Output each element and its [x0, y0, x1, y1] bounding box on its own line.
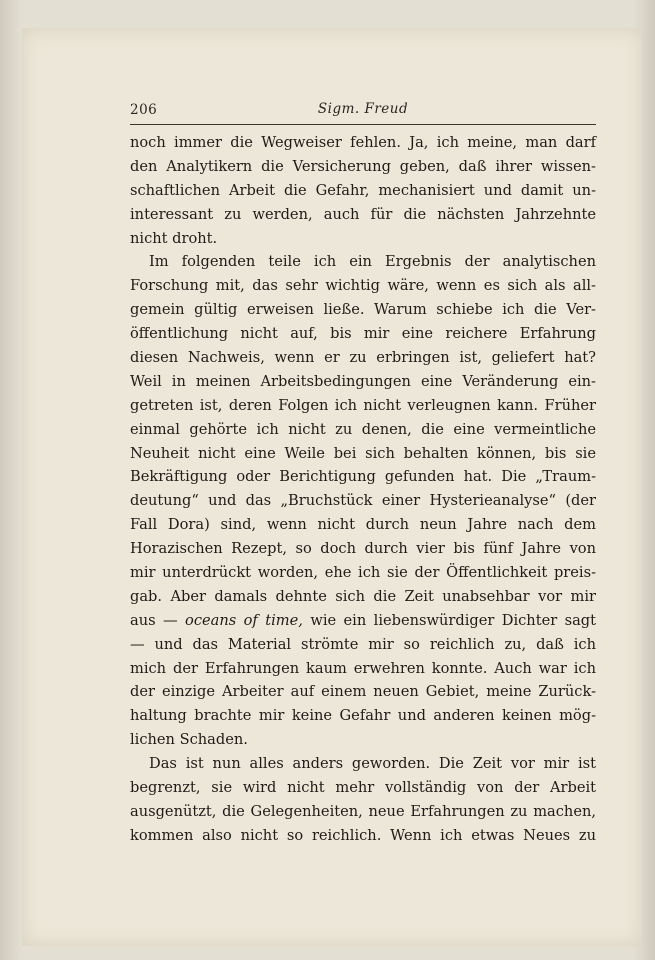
text-line: öffentlichung nicht auf, bis mir eine reichere Erfahrung	[130, 325, 596, 343]
text-line: — und das Material strömte mir so reichlich zu, daß ich	[130, 635, 596, 653]
header-rule	[130, 124, 596, 125]
text-line: diesen Nachweis, wenn er zu erbringen ist, geliefert hat?	[130, 349, 596, 367]
text-line: Forschung mit, das sehr wichtig wäre, wenn es sich als all-	[130, 277, 596, 295]
text-line: haltung brachte mir keine Gefahr und anderen keinen mög-	[130, 707, 596, 725]
text-line: interessant zu werden, auch für die nächsten Jahrzehnte	[130, 205, 596, 223]
text-line: der einzige Arbeiter auf einem neuen Gebiet, meine Zurück-	[130, 683, 596, 701]
text-line: gemein gültig erweisen ließe. Warum schiebe ich die Ver-	[130, 301, 596, 319]
text-line: Das ist nun alles anders geworden. Die Zeit vor mir ist	[149, 755, 596, 773]
text-line: deutung“ und das „Bruchstück einer Hysterieanalyse“ (der	[130, 492, 596, 510]
text-line: Fall Dora) sind, wenn nicht durch neun Jahre nach dem	[130, 516, 596, 534]
text-line: Im folgenden teile ich ein Ergebnis der analytischen	[149, 253, 596, 271]
text-line: einmal gehörte ich nicht zu denen, die eine vermeintliche	[130, 420, 596, 438]
text-line: den Analytikern die Versicherung geben, daß ihrer wissen-	[130, 157, 596, 175]
text-line: kommen also nicht so reichlich. Wenn ich etwas Neues zu	[130, 826, 596, 844]
page-number: 206	[130, 102, 158, 118]
text-line: getreten ist, deren Folgen ich nicht verleugnen kann. Früher	[130, 396, 596, 414]
text-line: schaftlichen Arbeit die Gefahr, mechanisiert und damit un-	[130, 181, 596, 199]
italic-phrase: oceans of time,	[185, 611, 303, 629]
running-head	[130, 100, 596, 126]
text-line: Weil in meinen Arbeitsbedingungen eine Veränderung ein-	[130, 372, 596, 390]
text-line: aus — oceans of time, wie ein liebenswürdiger Dichter sagt	[130, 611, 596, 629]
text-line: mich der Erfahrungen kaum erwehren konnte. Auch war ich	[130, 659, 596, 677]
text-line: nicht droht.	[130, 229, 218, 247]
text-line: Neuheit nicht eine Weile bei sich behalten können, bis sie	[130, 444, 596, 462]
text-line: Bekräftigung oder Berichtigung gefunden hat. Die „Traum-	[130, 468, 596, 486]
text-line: lichen Schaden.	[130, 731, 248, 749]
text-line: gab. Aber damals dehnte sich die Zeit unabsehbar vor mir	[130, 587, 596, 605]
text-line: noch immer die Wegweiser fehlen. Ja, ich meine, man darf	[130, 134, 596, 151]
text-line: begrenzt, sie wird nicht mehr vollständig von der Arbeit	[130, 779, 596, 797]
body-text	[130, 131, 596, 848]
text-line: mir unterdrückt worden, ehe ich sie der Öffentlichkeit preis-	[130, 564, 596, 582]
running-title: Sigm. Freud	[317, 101, 409, 117]
text-line: ausgenützt, die Gelegenheiten, neue Erfahrungen zu machen,	[130, 802, 596, 820]
text-line: Horazischen Rezept, so doch durch vier bis fünf Jahre von	[130, 540, 596, 558]
